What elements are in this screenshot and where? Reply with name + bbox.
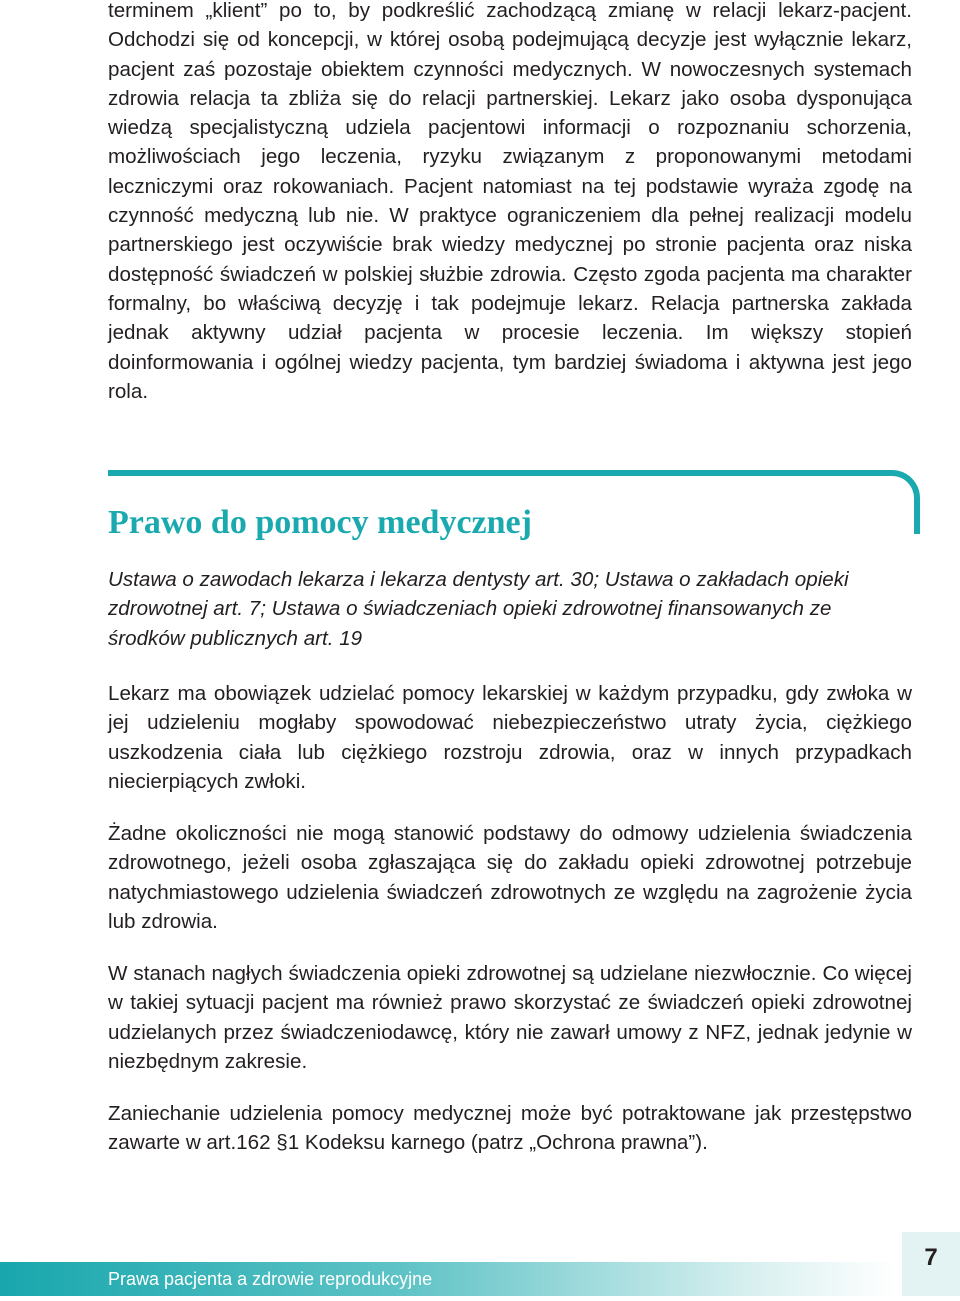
section-divider: [108, 470, 890, 476]
body-paragraph: Zaniechanie udzielenia pomocy medycznej może być potraktowane jak przestępstwo zawarte w art.162 §1 Kodeksu karnego (patrz „Ochrona prawna”).: [108, 1102, 912, 1155]
section-divider-hook: [880, 470, 920, 534]
body-paragraph: Lekarz ma obowiązek udzielać pomocy lekarskiej w każdym przypadku, gdy zwłoka w jej udzieleniu mogłaby spowodować niebezpieczeństwo utraty życia, ciężkiego uszkodzenia ciała lub ciężkiego rozstroju zdrowia, oraz w innych przypadkach niecierpiących zwłoki.: [108, 682, 912, 793]
intro-paragraph: terminem „klient” po to, by podkreślić zachodzącą zmianę w relacji lekarz-pacjent. Odchodzi się od koncepcji, w której osobą podejmującą decyzje jest wyłącznie lekarz, pacjent zaś pozostaje obiektem czynności medycznych. W nowoczesnych systemach zdrowia relacja ta zbliża się do relacji partnerskiej. Lekarz jako osoba dysponująca wiedzą specjalistyczną udziela pacjentowi informacji o rozpoznaniu schorzenia, możliwościach jego leczenia, ryzyku związanym z proponowanymi metodami leczniczymi oraz rokowaniach. Pacjent natomiast na tej podstawie wyraża zgodę na czynność medyczną lub nie. W praktyce ograniczeniem dla pełnej realizacji modelu partnerskiego jest oczywiście brak wiedzy medycznej po stronie pacjenta oraz niska dostępność świadczeń w polskiej służbie zdrowia. Często zgoda pacjenta ma charakter formalny, bo właściwą decyzję i tak podejmuje lekarz. Relacja partnerska zakłada jednak aktywny udział pacjenta w procesie leczenia. Im większy stopień doinformowania i ogólnej wiedzy pacjenta, tym bardziej świadoma i aktywna jest jego rola.: [108, 0, 912, 403]
section-title: Prawo do pomocy medycznej: [108, 504, 532, 541]
footer-title: Prawa pacjenta a zdrowie reprodukcyjne: [108, 1269, 433, 1289]
legal-basis: Ustawa o zawodach lekarza i lekarza dentysty art. 30; Ustawa o zakładach opieki zdrowotnej art. 7; Ustawa o świadczeniach opieki zdrowotnej finansowanych ze środków publicznych art. 19: [108, 568, 849, 650]
page-number: 7: [924, 1244, 938, 1271]
body-paragraph: W stanach nagłych świadczenia opieki zdrowotnej są udzielane niezwłocznie. Co więcej w takiej sytuacji pacjent ma również prawo skorzystać ze świadczeń opieki zdrowotnej udzielanych przez świadczeniodawcę, który nie zawarł umowy z NFZ, jednak jedynie w niezbędnym zakresie.: [108, 962, 912, 1073]
body-paragraph: Żadne okoliczności nie mogą stanowić podstawy do odmowy udzielenia świadczenia zdrowotnego, jeżeli osoba zgłaszająca się do zakładu opieki zdrowotnej potrzebuje natychmiastowego udzielenia świadczeń zdrowotnych ze względu na zagrożenie życia lub zdrowia.: [108, 822, 912, 933]
